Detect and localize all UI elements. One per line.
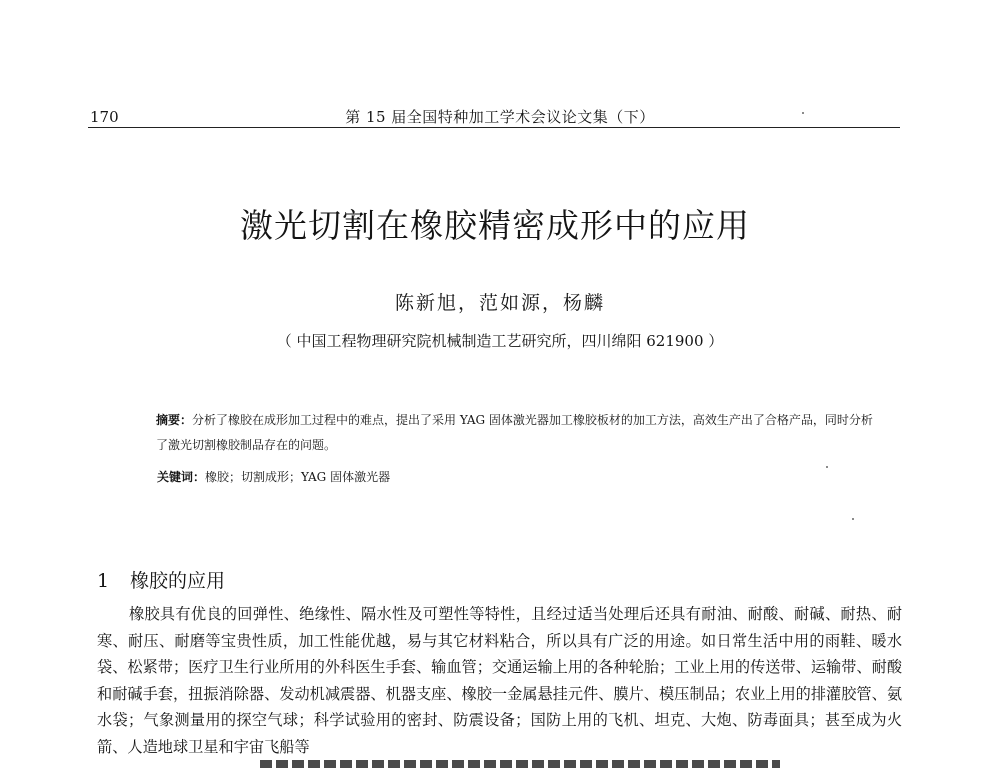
abstract-label: 摘要： <box>156 413 193 427</box>
scan-speck <box>802 112 804 114</box>
keywords-text: 橡胶；切割成形；YAG 固体激光器 <box>205 470 391 484</box>
keywords <box>157 468 390 485</box>
authors: 陈新旭，范如源，杨麟 <box>394 292 605 314</box>
scan-speck <box>826 466 828 468</box>
header-rule <box>88 127 900 128</box>
abstract-text: 分析了橡胶在成形加工过程中的难点，提出了采用 YAG 固体激光器加工橡胶板材的加工方法，高效生产出了合格产品，同时分析了激光切割橡胶制品存在的问题。 <box>156 413 873 452</box>
section-title: 橡胶的应用 <box>130 570 226 592</box>
scan-speck <box>852 518 854 520</box>
body-paragraph: 橡胶具有优良的回弹性、绝缘性、隔水性及可塑性等特性，且经过适当处理后还具有耐油、耐酸、耐碱、耐热、耐寒、耐压、耐磨等宝贵性质，加工性能优越，易与其它材料粘合，所以具有广泛的用途。如日常生活中用的雨鞋、暖水袋、松紧带；医疗卫生行业所用的外科医生手套、输血管；交通运输上用的各种轮胎；工业上用的传送带、运输带、耐酸和耐碱手套，扭振消除器、发动机减震器、机器支座、橡胶一金属悬挂元件、膜片、模压制品；农业上用的排灌胶管、氨水袋；气象测量用的探空气球；科学试验用的密封、防震设备；国防上用的飞机、坦克、大炮、防毒面具；甚至成为火箭、人造地球卫星和宇宙飞船等 <box>97 605 902 756</box>
page-number: 170 <box>90 108 119 126</box>
keywords-label: 关键词： <box>157 470 206 484</box>
affiliation: （ 中国工程物理研究院机械制造工艺研究所，四川绵阳 621900 ） <box>276 332 724 350</box>
abstract <box>128 408 873 458</box>
section-heading <box>97 566 225 593</box>
running-title: 第 15 届全国特种加工学术会议论文集（下） <box>345 108 655 126</box>
section-number: 1 <box>97 570 110 592</box>
cut-off-text-line <box>260 758 780 768</box>
paper-title: 激光切割在橡胶精密成形中的应用 <box>240 206 750 245</box>
